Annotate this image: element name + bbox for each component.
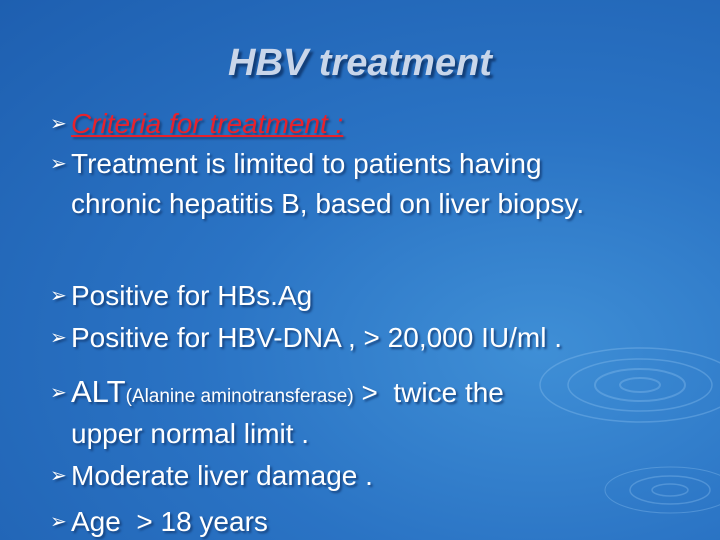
bullet-text: Moderate liver damage . [71,460,373,491]
bullet-text: Treatment is limited to patients having [71,148,542,179]
arrow-bullet-icon: ➢ [50,511,67,533]
bullet-hbsag [50,280,312,312]
bullet-treatment-limited [50,148,542,180]
arrow-bullet-icon: ➢ [50,327,67,349]
bullet-criteria [50,108,343,140]
arrow-bullet-icon: ➢ [50,382,67,404]
bullet-liver-damage [50,460,373,492]
bullet-text: Age > 18 years [71,506,268,537]
bullet-text: Positive for HBs.Ag [71,280,313,311]
bullet-alt-cont: upper normal limit . [71,418,310,449]
alt-abbreviation: ALT [71,374,126,409]
bullet-age [50,506,268,538]
bullet-treatment-limited-cont: chronic hepatitis B, based on liver biopsy. [71,188,585,219]
alt-condition: > twice the [353,377,504,408]
arrow-bullet-icon: ➢ [50,285,67,307]
arrow-bullet-icon: ➢ [50,465,67,487]
bullet-text: Positive for HBV-DNA , > 20,000 IU/ml . [71,322,562,353]
arrow-bullet-icon: ➢ [50,113,67,135]
alt-full-name: (Alanine aminotransferase) [125,386,354,407]
slide-title: HBV treatment [228,42,492,84]
criteria-heading: Criteria for treatment : [71,108,344,139]
arrow-bullet-icon: ➢ [50,153,67,175]
bullet-alt [50,374,504,410]
bullet-hbv-dna [50,322,562,354]
